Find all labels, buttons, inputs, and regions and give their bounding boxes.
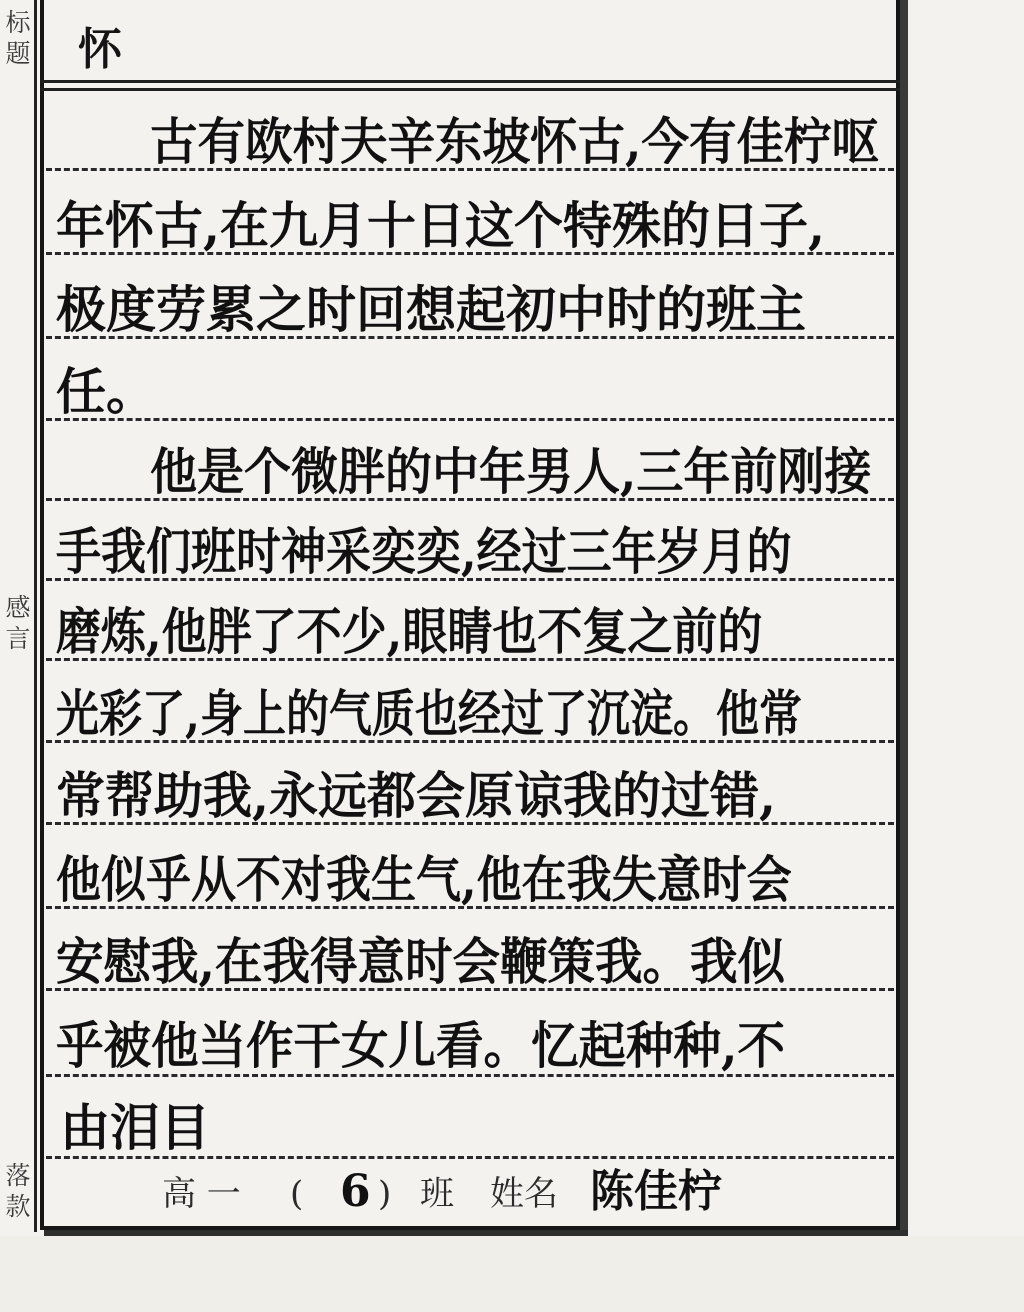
- essay-title: 怀: [78, 24, 120, 75]
- body-line: 他似乎从不对我生气,他在我失意时会: [56, 850, 792, 909]
- margin-rule: [34, 0, 37, 1232]
- class-number: 6: [340, 1166, 371, 1217]
- body-line: 极度劳累之时回想起初中时的班主: [56, 280, 806, 339]
- ruled-line: [46, 418, 894, 421]
- body-line: 年怀古,在九月十日这个特殊的日子,: [56, 196, 826, 255]
- body-line: 任。: [56, 362, 156, 421]
- class-paren-open: (: [290, 1174, 304, 1214]
- feeling-margin-label: 感言: [2, 594, 31, 656]
- signature-margin-label: 落款: [2, 1162, 31, 1224]
- body-line: 光彩了,身上的气质也经过了沉淀。他常: [56, 684, 802, 743]
- body-line: 他是个微胖的中年男人,三年前刚接: [150, 442, 872, 501]
- signature-row: [40, 1160, 900, 1224]
- class-paren-close: ): [378, 1174, 392, 1214]
- frame-edge-right: [900, 0, 908, 1236]
- body-line: 常帮助我,永远都会原谅我的过错,: [56, 766, 777, 825]
- title-margin-label: 标题: [2, 9, 31, 71]
- title-divider-bottom: [40, 88, 900, 91]
- class-label: 班: [420, 1174, 454, 1214]
- body-line: 手我们班时神采奕奕,经过三年岁月的: [56, 522, 792, 581]
- name-label: 姓名: [490, 1174, 558, 1214]
- page-bottom-margin: [0, 1236, 1024, 1312]
- body-line: 安慰我,在我得意时会鞭策我。我似: [56, 932, 786, 991]
- body-line: 古有欧村夫辛东坡怀古,今有佳柠呕: [150, 112, 880, 171]
- body-line: 乎被他当作干女儿看。忆起种种,不: [56, 1016, 786, 1075]
- body-line: 磨炼,他胖了不少,眼睛也不复之前的: [56, 602, 763, 661]
- body-line: 由泪目: [60, 1098, 210, 1157]
- title-divider-top: [40, 80, 900, 83]
- grade-label: 高 一: [162, 1174, 241, 1214]
- student-name: 陈佳柠: [590, 1166, 722, 1217]
